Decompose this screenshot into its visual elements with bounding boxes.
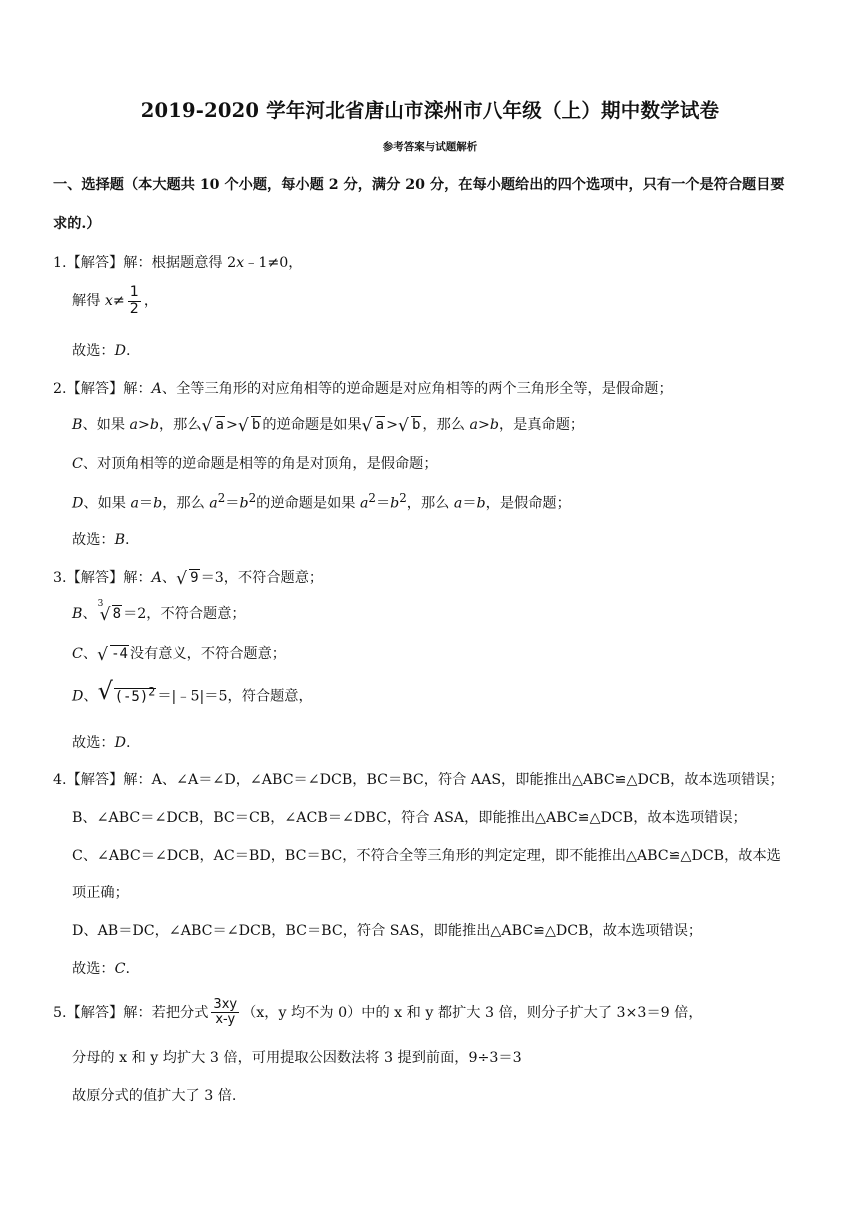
sqrt-9: √ 9 (176, 569, 199, 589)
sqrt-a: √ a (201, 416, 224, 436)
q1-line-1: 1.【解答】解：根据题意得 2x﹣1≠0， (53, 255, 303, 271)
q4-line-a: 4.【解答】解：A、∠A＝∠D，∠ABC＝∠DCB，BC＝BC，符合 AAS，即能推出△ABC≌△DCB，故本选项错误； (53, 772, 784, 788)
section-heading-line-2: 求的.） (53, 216, 101, 232)
sqrt-a-2: √ a (361, 416, 385, 436)
q2-answer: 故选：B. (72, 532, 130, 548)
cube-root-8: 3 √ 8 (97, 599, 122, 625)
sqrt-neg5-squared: √ $(-5)^2$ (97, 677, 156, 705)
q3-line-d: D、 √ $(-5)^2$ ＝|﹣5|＝5，符合题意， (72, 677, 313, 705)
q5-line-1: 5.【解答】解：若把分式 $\frac{3xy}{x-y}$ （x，y 均不为 0）中的 x 和 y 都扩大 3 倍，则分子扩大了 3×3＝9 倍， (53, 997, 703, 1028)
q1-answer: 故选：D. (72, 343, 131, 359)
section-heading-line-1: 一、选择题（本大题共 10 个小题，每小题 2 分，满分 20 分，在每小题给出的四个选项中，只有一个是符合题目要 (53, 177, 785, 193)
q2-line-d: D、如果 a＝b，那么 $a^2=b^2$的逆命题是如果 $a^2=b^2$，那么 a＝b，是假命题； (72, 491, 571, 512)
sqrt-b-2: √ b (397, 416, 421, 436)
q3-line-b: B、 3 √ 8 ＝2，不符合题意； (72, 599, 246, 625)
q4-line-c: C、∠ABC＝∠DCB，AC＝BD，BC＝BC，不符合全等三角形的判定定理，即不能推出△ABC≌△DCB，故本选 (72, 848, 781, 864)
q3-line-c: C、 √ -4 没有意义，不符合题意； (72, 645, 286, 665)
fraction-3xy-over-x-minus-y: $\frac{3xy}{x-y}$ (213, 997, 238, 1028)
q1-line-2: 解得 x≠ $\frac{1}{2}$ ， (72, 284, 159, 317)
page-subtitle: 参考答案与试题解析 (382, 141, 478, 153)
q2-line-b: B、如果 a>b，那么 √ a > √ b 的逆命题是如果 √ a > √ b ，那么 a>b，是真命题； (72, 416, 585, 436)
sqrt-b: √ b (237, 416, 261, 436)
q4-line-b: B、∠ABC＝∠DCB，BC＝CB，∠ACB＝∠DBC，符合 ASA，即能推出△ABC≌△DCB，故本选项错误； (72, 810, 747, 826)
q3-answer: 故选：D. (72, 735, 131, 751)
q3-line-a: 3.【解答】解：A、 √ 9 ＝3，不符合题意； (53, 569, 324, 589)
q4-answer: 故选：C. (72, 961, 130, 977)
section-heading (53, 166, 818, 244)
q5-line-3: 故原分式的值扩大了 3 倍. (72, 1088, 237, 1104)
q4-line-c-cont: 项正确； (72, 885, 129, 901)
q2-line-c: C、对顶角相等的逆命题是相等的角是对顶角，是假命题； (72, 456, 438, 472)
sqrt-minus-4: √ -4 (97, 645, 128, 665)
fraction-one-half: $\frac{1}{2}$ (129, 284, 139, 317)
q5-line-2: 分母的 x 和 y 均扩大 3 倍，可用提取公因数法将 3 提到前面，9÷3＝3 (72, 1050, 522, 1066)
q2-line-a: 2.【解答】解：A、全等三角形的对应角相等的逆命题是对应角相等的两个三角形全等，是假命题； (53, 381, 673, 397)
q4-line-d: D、AB＝DC，∠ABC＝∠DCB，BC＝BC，符合 SAS，即能推出△ABC≌△DCB，故本选项错误； (72, 923, 703, 939)
page-title: 2019-2020 学年河北省唐山市滦州市八年级（上）期中数学试卷 (140, 99, 720, 122)
